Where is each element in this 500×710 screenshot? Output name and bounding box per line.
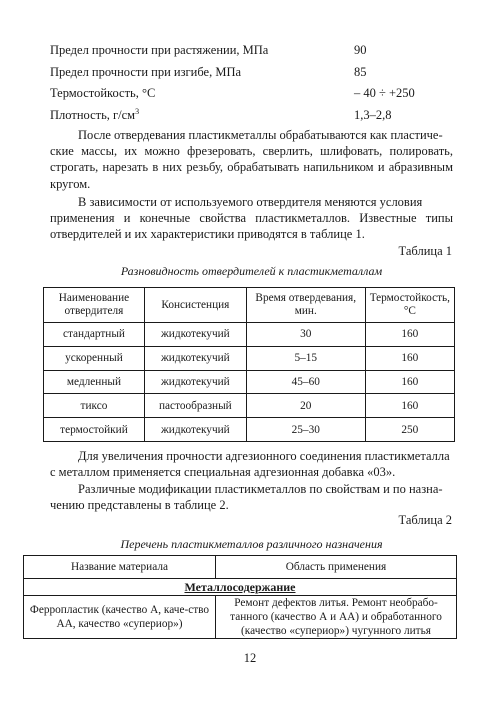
- table-cell: медленный: [44, 370, 145, 394]
- table-cell: 5–15: [246, 346, 365, 370]
- table-cell: 160: [365, 323, 454, 347]
- table-cell: стандартный: [44, 323, 145, 347]
- table-header-row: [24, 556, 457, 579]
- properties-list: [50, 40, 450, 126]
- table-cell: 160: [365, 346, 454, 370]
- table-row: [44, 346, 455, 370]
- page-number: 12: [243, 651, 257, 665]
- property-value: – 40 ÷ +250: [354, 86, 415, 100]
- table-cell: 160: [365, 370, 454, 394]
- property-row: [50, 105, 450, 127]
- section-heading: Металлосодержание: [24, 579, 457, 596]
- property-row: [50, 62, 450, 84]
- property-value: 1,3–2,8: [354, 107, 392, 122]
- column-header: Наименование отвердителя: [44, 288, 145, 323]
- table-cell: жидкотекучий: [144, 370, 246, 394]
- table-title: Разновидность отвердителей к пластикметаллам: [120, 264, 383, 278]
- table-cell: 160: [365, 394, 454, 418]
- column-header: Время отвердевания, мин.: [246, 288, 365, 323]
- table-section-row: [24, 579, 457, 596]
- property-name: Предел прочности при растяжении, МПа: [50, 43, 269, 57]
- table-cell: 30: [246, 323, 365, 347]
- property-value: 90: [354, 43, 367, 57]
- table-cell: 25–30: [246, 418, 365, 442]
- table-row: [44, 370, 455, 394]
- table-row: [44, 323, 455, 347]
- property-name: Термостойкость, °С: [50, 86, 156, 100]
- table-row: [44, 418, 455, 442]
- paragraph: В зависимости от используемого отвердителя меняются условия применения и конечные свойства пластикметаллов. Известные типы отвердителей и их характеристики приводятся в таблице 1.: [50, 195, 453, 242]
- plasticmetals-table: [23, 555, 457, 639]
- column-header: Термостойкость, °С: [365, 288, 454, 323]
- table-cell: Ферропластик (качество А, каче-ство АА, качество «супериор»): [24, 596, 216, 639]
- table-row: [44, 394, 455, 418]
- paragraph: Для увеличения прочности адгезионного соединения пластикметалла с металлом применяется специальная адгезионная добавка «03».: [50, 449, 450, 480]
- paragraph: Различные модификации пластикметаллов по свойствам и по назна- чению представлены в таблице 2.: [50, 482, 443, 513]
- table-cell: термостойкий: [44, 418, 145, 442]
- table-cell: 20: [246, 394, 365, 418]
- table-label: Таблица 2: [398, 513, 452, 527]
- table-cell: жидкотекучий: [144, 418, 246, 442]
- property-name: Плотность, $г/см^3$: [50, 106, 140, 122]
- property-row: [50, 40, 450, 62]
- table-cell: Ремонт дефектов литья. Ремонт необрабо-танного (качество А и АА) и обработанного (качество «супериор») чугунного литья: [216, 596, 457, 639]
- property-value: 85: [354, 64, 367, 79]
- table-cell: 45–60: [246, 370, 365, 394]
- property-name: Предел прочности при изгибе, МПа: [50, 64, 242, 79]
- table-cell: тиксо: [44, 394, 145, 418]
- paragraph: После отвердевания пластикметаллы обрабатываются как пластиче- ские массы, их можно фрезеровать, сверлить, шлифовать, полировать, строгать, нарезать в них резьбу, обрабатывать напильником и абразивным кругом.: [50, 128, 453, 191]
- hardeners-table: [43, 287, 455, 442]
- superscript: 3: [135, 106, 140, 116]
- column-header: Название материала: [24, 556, 216, 579]
- table-row: [24, 596, 457, 639]
- column-header: Область применения: [216, 556, 457, 579]
- property-row: [50, 83, 450, 105]
- column-header: Консистенция: [144, 288, 246, 323]
- table-cell: 250: [365, 418, 454, 442]
- table-title: Перечень пластикметаллов различного назначения: [120, 537, 383, 551]
- table-label: Таблица 1: [398, 244, 452, 258]
- table-cell: ускоренный: [44, 346, 145, 370]
- table-cell: жидкотекучий: [144, 346, 246, 370]
- table-cell: пастообразный: [144, 394, 246, 418]
- table-header-row: [44, 288, 455, 323]
- table-cell: жидкотекучий: [144, 323, 246, 347]
